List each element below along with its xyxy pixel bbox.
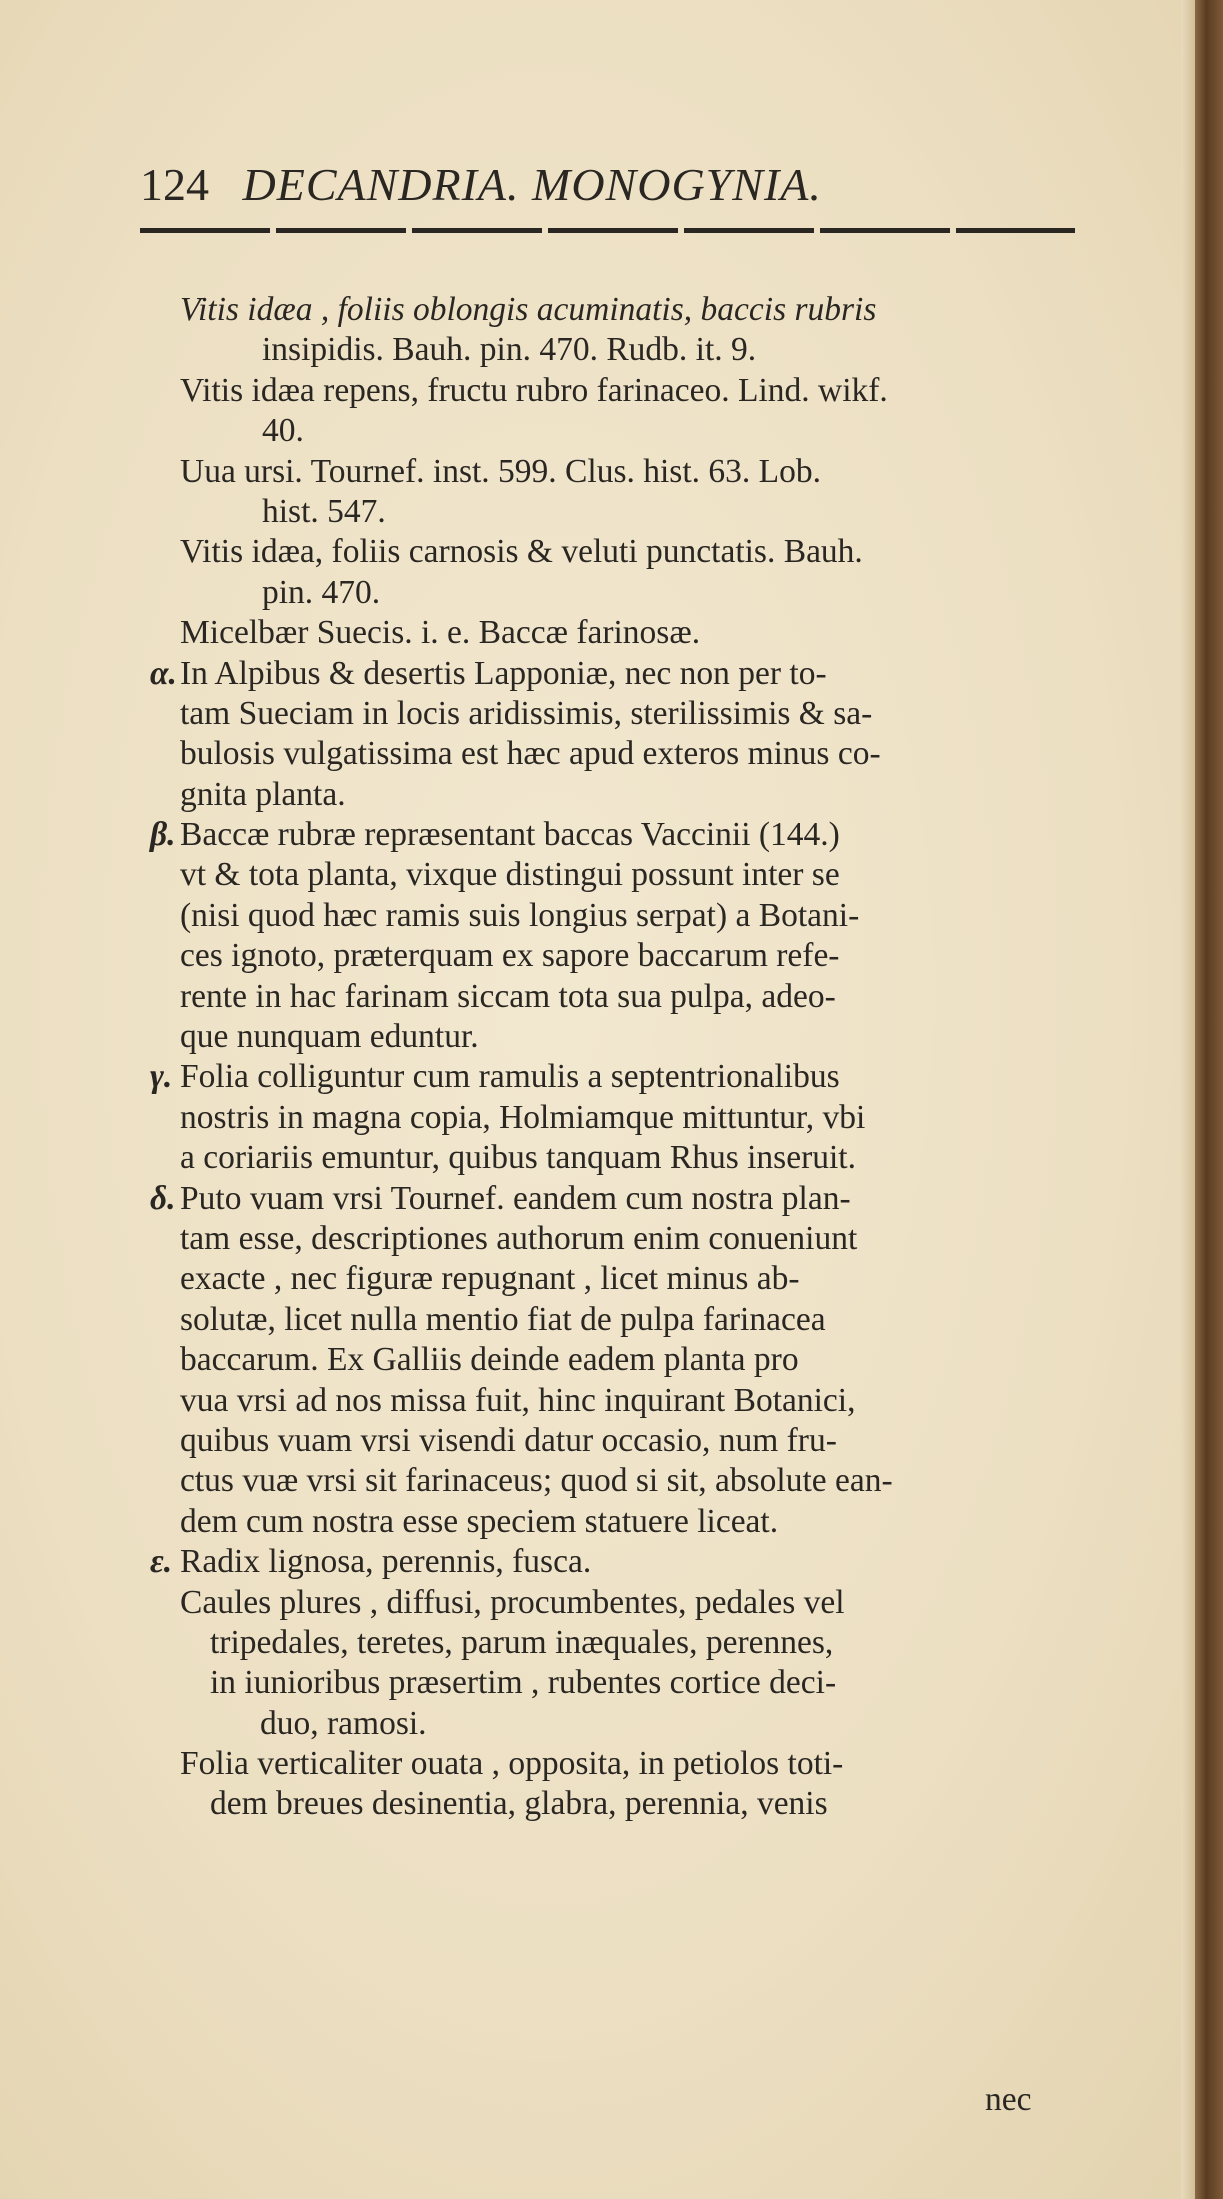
- page-number: 124: [140, 159, 209, 210]
- line-text: exacte , nec figuræ repugnant , licet minus ab-: [180, 1260, 800, 1298]
- text-line: [180, 532, 1060, 572]
- line-text: vt & tota planta, vixque distingui possunt inter se: [180, 856, 840, 894]
- text-line: [180, 775, 1060, 815]
- line-text: Uua ursi. Tournef. inst. 599. Clus. hist. 63. Lob.: [180, 452, 821, 490]
- paragraph-marker: α.: [150, 654, 177, 692]
- book-spine-edge: [1195, 0, 1223, 2199]
- text-line: [180, 371, 1060, 411]
- text-line: [150, 1542, 1060, 1582]
- text-line: [180, 330, 1060, 370]
- line-text: ces ignoto, præterquam ex sapore baccarum refe-: [180, 937, 840, 975]
- line-text: in iunioribus præsertim , rubentes cortice deci-: [210, 1664, 837, 1702]
- running-header: [140, 155, 1080, 215]
- paragraph-marker: γ.: [150, 1058, 173, 1096]
- text-line: [150, 1179, 1060, 1219]
- text-line: [150, 654, 1060, 694]
- text-line: [180, 1259, 1060, 1299]
- line-text: rente in hac farinam siccam tota sua pulpa, adeo-: [180, 977, 836, 1015]
- text-line: [180, 411, 1060, 451]
- text-body: [150, 290, 1060, 1825]
- text-line: [180, 1744, 1060, 1784]
- line-text: hist. 547.: [262, 492, 386, 530]
- line-text: solutæ, licet nulla mentio fiat de pulpa farinacea: [180, 1300, 826, 1338]
- line-text: pin. 470.: [262, 573, 381, 611]
- line-text: Vitis idæa repens, fructu rubro farinaceo. Lind. wikf.: [180, 371, 888, 409]
- text-line: [180, 1098, 1060, 1138]
- text-line: [180, 1340, 1060, 1380]
- line-text: Folia colliguntur cum ramulis a septentrionalibus: [180, 1058, 840, 1096]
- text-line: [180, 1502, 1060, 1542]
- text-line: [180, 613, 1060, 653]
- line-text: Caules plures , diffusi, procumbentes, pedales vel: [180, 1583, 845, 1621]
- text-line: [180, 1421, 1060, 1461]
- catchword: nec: [985, 2081, 1032, 2118]
- line-text: Folia verticaliter ouata , opposita, in petiolos toti-: [180, 1745, 844, 1783]
- text-line: [180, 734, 1060, 774]
- line-text: Puto vuam vrsi Tournef. eandem cum nostra plan-: [180, 1179, 851, 1217]
- line-text: tam esse, descriptiones authorum enim conueniunt: [180, 1219, 858, 1257]
- line-text: Micelbær Suecis. i. e. Baccæ farinosæ.: [180, 614, 701, 652]
- text-line: [180, 977, 1060, 1017]
- paragraph-marker: ε.: [150, 1543, 173, 1581]
- text-line: [180, 1017, 1060, 1057]
- line-text: a coriariis emuntur, quibus tanquam Rhus inseruit.: [180, 1139, 856, 1177]
- text-line: [180, 896, 1060, 936]
- line-text: ctus vuæ vrsi sit farinaceus; quod si sit, absolute ean-: [180, 1462, 893, 1500]
- line-text: insipidis. Bauh. pin. 470. Rudb. it. 9.: [262, 331, 757, 369]
- header-rule: [140, 228, 1075, 233]
- line-text: Vitis idæa , foliis oblongis acuminatis, baccis rubris: [180, 291, 877, 328]
- text-line: [180, 452, 1060, 492]
- text-line: [180, 1663, 1060, 1703]
- text-line: [180, 1461, 1060, 1501]
- line-text: dem breues desinentia, glabra, perennia, venis: [210, 1785, 828, 1823]
- line-text: (nisi quod hæc ramis suis longius serpat) a Botani-: [180, 896, 860, 934]
- text-line: [180, 855, 1060, 895]
- text-line: [180, 1300, 1060, 1340]
- text-line: [180, 1623, 1060, 1663]
- line-text: tripedales, teretes, parum inæquales, perennes,: [210, 1623, 834, 1661]
- text-line: [180, 1583, 1060, 1623]
- text-line: [180, 1219, 1060, 1259]
- line-text: gnita planta.: [180, 775, 346, 813]
- line-text: baccarum. Ex Galliis deinde eadem planta pro: [180, 1341, 799, 1379]
- text-line: [180, 1704, 1060, 1744]
- text-line: [150, 1057, 1060, 1097]
- text-line: [180, 936, 1060, 976]
- text-line: [180, 573, 1060, 613]
- line-text: Baccæ rubræ repræsentant baccas Vaccinii (144.): [180, 816, 840, 854]
- line-text: que nunquam eduntur.: [180, 1018, 479, 1056]
- page-edge-shadow: [1181, 0, 1195, 2199]
- line-text: duo, ramosi.: [260, 1704, 427, 1742]
- line-text: 40.: [262, 412, 304, 450]
- text-line: [150, 815, 1060, 855]
- line-text: vua vrsi ad nos missa fuit, hinc inquirant Botanici,: [180, 1381, 856, 1419]
- line-text: Vitis idæa, foliis carnosis & veluti punctatis. Bauh.: [180, 533, 863, 571]
- line-text: tam Sueciam in locis aridissimis, sterilissimis & sa-: [180, 694, 873, 732]
- running-title: DECANDRIA. MONOGYNIA.: [242, 159, 822, 210]
- paragraph-marker: δ.: [150, 1179, 176, 1217]
- text-line: [180, 1138, 1060, 1178]
- line-text: Radix lignosa, perennis, fusca.: [180, 1543, 592, 1581]
- text-line: [180, 694, 1060, 734]
- line-text: quibus vuam vrsi visendi datur occasio, num fru-: [180, 1421, 837, 1459]
- line-text: bulosis vulgatissima est hæc apud exteros minus co-: [180, 735, 881, 773]
- text-line: [180, 290, 1060, 330]
- line-text: In Alpibus & desertis Lapponiæ, nec non per to-: [180, 654, 827, 692]
- line-text: dem cum nostra esse speciem statuere liceat.: [180, 1502, 779, 1540]
- paragraph-marker: β.: [150, 816, 176, 854]
- line-text: nostris in magna copia, Holmiamque mittuntur, vbi: [180, 1098, 866, 1136]
- text-line: [180, 1784, 1060, 1824]
- text-line: [180, 1381, 1060, 1421]
- text-line: [180, 492, 1060, 532]
